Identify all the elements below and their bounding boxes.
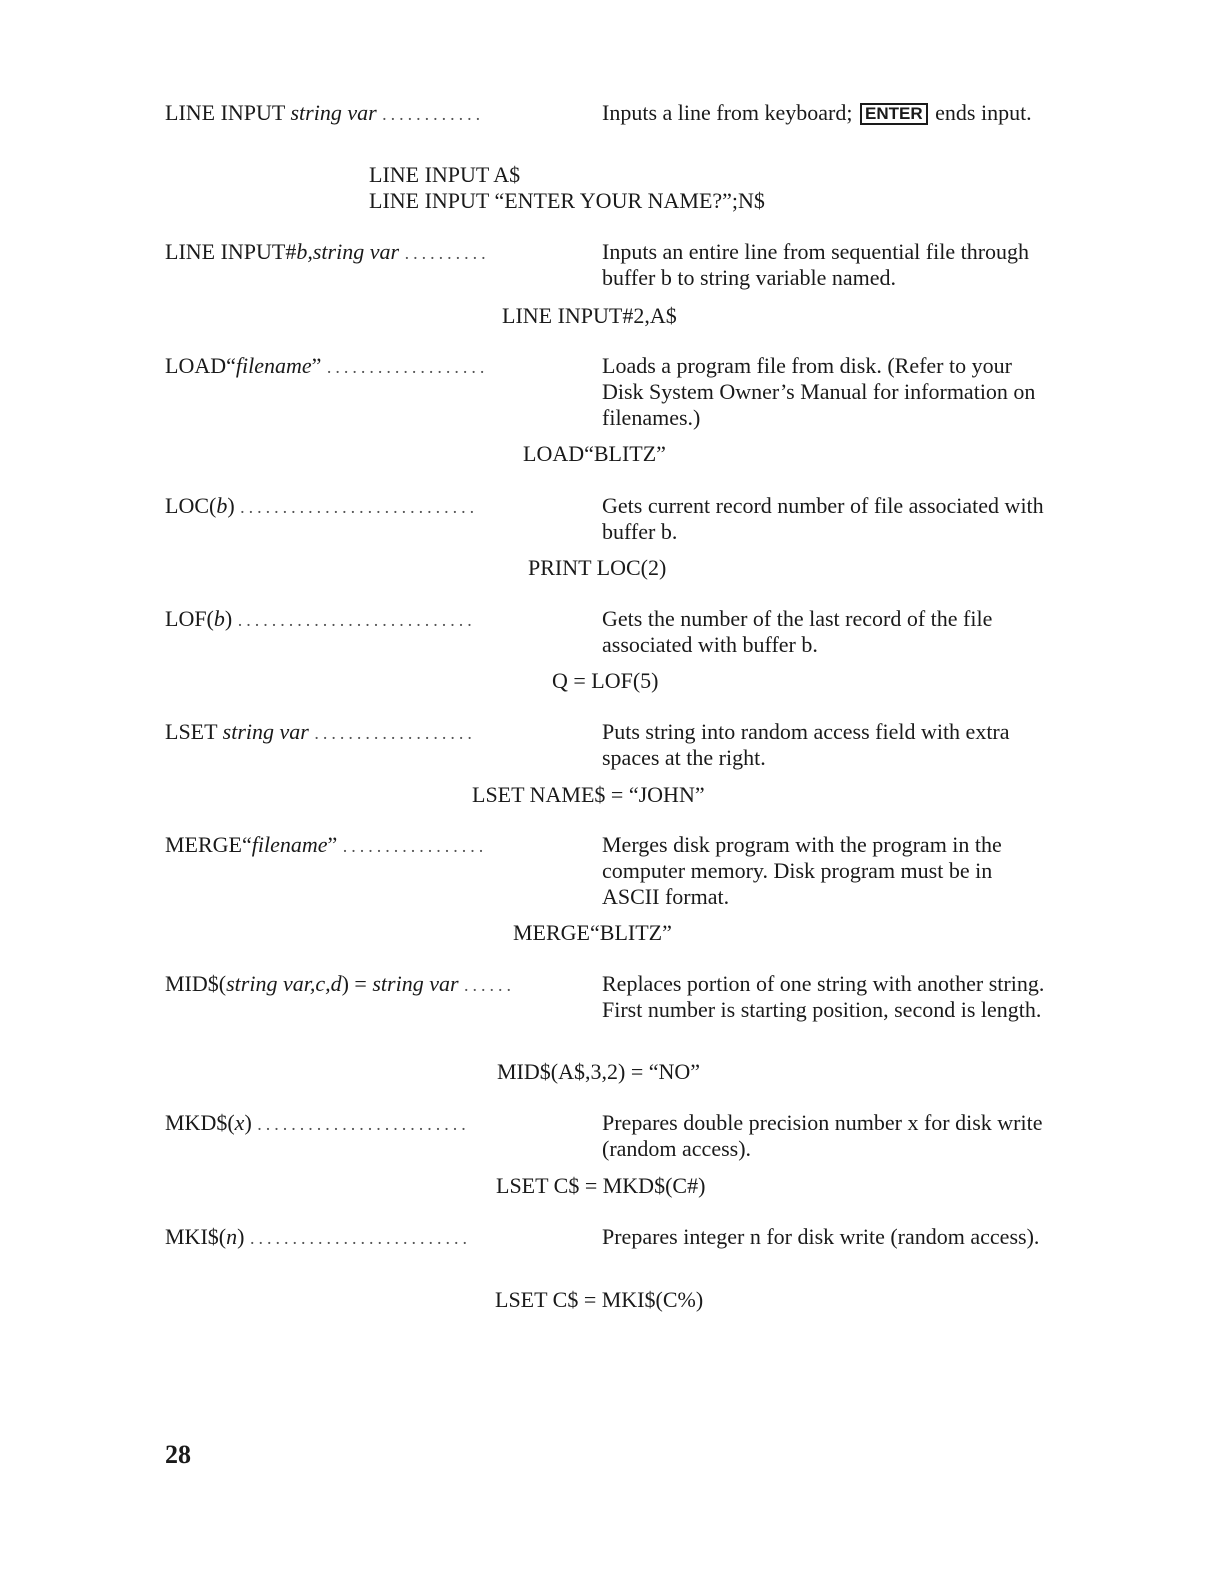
keyword: LOF( xyxy=(165,606,214,631)
leader-dots: .......... xyxy=(404,243,490,263)
description: Prepares integer n for disk write (random access). xyxy=(602,1224,1040,1249)
leader-dots: ...... xyxy=(464,975,516,995)
example: LSET C$ = MKI$(C%) xyxy=(495,1287,704,1312)
description: Gets current record number of file associated with buffer b. xyxy=(602,493,1044,544)
description: Replaces portion of one string with another string. First number is starting position, second is length. xyxy=(602,971,1045,1022)
argument: string var xyxy=(372,971,459,996)
description: Gets the number of the last record of the file associated with buffer b. xyxy=(602,606,993,657)
keyword: MKD$( xyxy=(165,1110,235,1135)
description: Loads a program file from disk. (Refer to your Disk System Owner’s Manual for information on filenames.) xyxy=(602,353,1036,430)
description: Inputs an entire line from sequential file through buffer b to string variable named. xyxy=(602,239,1030,290)
syntax xyxy=(165,100,583,127)
argument: n xyxy=(226,1224,238,1249)
description: Inputs a line from keyboard; ENTER ends input. xyxy=(602,100,1032,125)
leader-dots: ......................... xyxy=(257,1114,470,1134)
leader-dots: ................... xyxy=(314,723,476,743)
syntax: MKI$(n) .......................... xyxy=(165,1224,471,1249)
syntax: LOAD“filename” ................... xyxy=(165,353,489,378)
syntax xyxy=(165,239,583,266)
example: LINE INPUT “ENTER YOUR NAME?”;N$ xyxy=(369,188,765,213)
leader-dots: ................... xyxy=(326,357,489,377)
keyword: LINE INPUT# xyxy=(165,239,297,264)
example: LSET C$ = MKD$(C#) xyxy=(496,1173,706,1198)
leader-dots: ............................ xyxy=(240,497,479,517)
description: Merges disk program with the program in the computer memory. Disk program must be in ASCII format. xyxy=(602,832,1002,909)
example: LINE INPUT A$ xyxy=(369,162,521,187)
argument: b xyxy=(213,606,225,631)
example: LSET NAME$ = “JOHN” xyxy=(472,782,705,807)
argument: b,string var xyxy=(296,239,400,264)
syntax: LOF(b) ............................ xyxy=(165,606,476,631)
leader-dots: ............................ xyxy=(237,610,476,630)
example: MERGE“BLITZ” xyxy=(513,920,672,945)
example: LINE INPUT#2,A$ xyxy=(502,303,677,328)
leader-dots: ................. xyxy=(342,836,488,856)
page-number: 28 xyxy=(165,1440,191,1469)
example: MID$(A$,3,2) = “NO” xyxy=(497,1059,701,1084)
argument: filename xyxy=(251,832,328,857)
keyword: MERGE“ xyxy=(165,832,252,857)
keyword: LOC( xyxy=(165,493,217,518)
leader-dots: .......................... xyxy=(249,1228,471,1248)
syntax: LOC(b) ............................ xyxy=(165,493,479,518)
argument: string var xyxy=(222,719,309,744)
description: Puts string into random access field with extra spaces at the right. xyxy=(602,719,1010,770)
description: Prepares double precision number x for disk write (random access). xyxy=(602,1110,1043,1161)
syntax: MKD$(x) ......................... xyxy=(165,1110,470,1135)
keyword: LOAD“ xyxy=(165,353,236,378)
example: PRINT LOC(2) xyxy=(528,555,667,580)
argument: string var xyxy=(290,100,377,125)
argument: filename xyxy=(235,353,312,378)
keyword: MID$( xyxy=(165,971,227,996)
argument: x xyxy=(234,1110,245,1135)
keyword: LINE INPUT xyxy=(165,100,291,125)
example: LOAD“BLITZ” xyxy=(523,441,666,466)
enter-key-icon: ENTER xyxy=(860,103,928,125)
example: Q = LOF(5) xyxy=(552,668,659,693)
syntax: MERGE“filename” ................. xyxy=(165,832,488,857)
leader-dots: ............ xyxy=(382,104,485,124)
keyword: LSET xyxy=(165,719,223,744)
argument: string var,c,d xyxy=(226,971,342,996)
syntax: MID$(string var,c,d) = string var ...... xyxy=(165,971,516,996)
syntax xyxy=(165,719,583,746)
argument: b xyxy=(216,493,228,518)
keyword: MKI$( xyxy=(165,1224,227,1249)
